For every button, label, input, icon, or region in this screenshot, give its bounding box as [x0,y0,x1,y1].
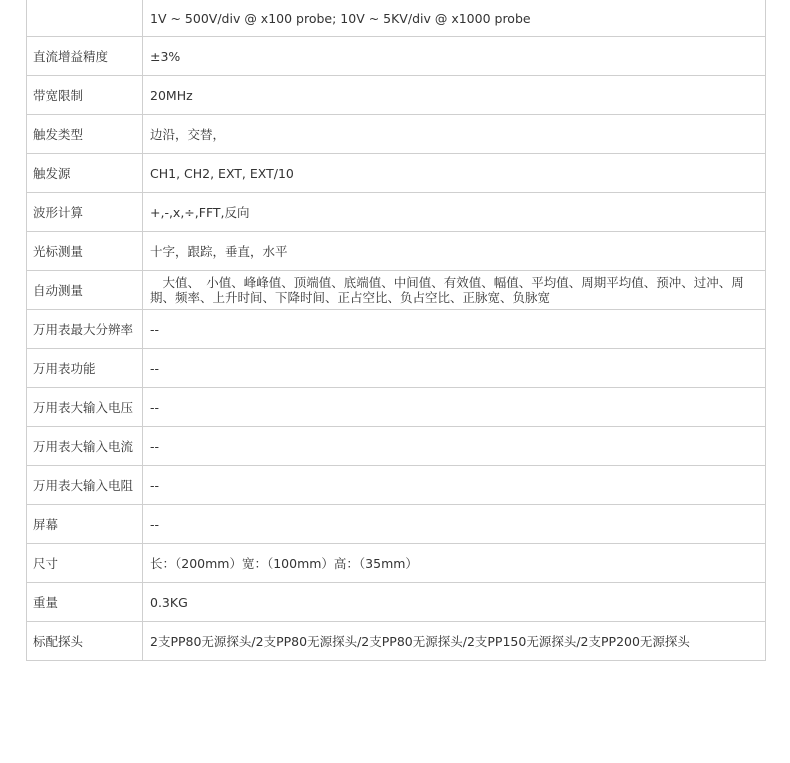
table-row [27,466,766,505]
row-label: 直流增益精度 [27,37,143,76]
row-label: 光标测量 [27,232,143,271]
row-value: 长：（200mm）宽：（100mm）高：（35mm） [143,544,766,583]
row-value: -- [143,349,766,388]
row-label: 触发类型 [27,115,143,154]
row-label: 万用表功能 [27,349,143,388]
row-label: 尺寸 [27,544,143,583]
row-label: 重量 [27,583,143,622]
table-row [27,622,766,661]
row-value: 0.3KG [143,583,766,622]
row-label [27,0,143,37]
row-label: 自动测量 [27,271,143,310]
table-row [27,0,766,37]
row-value: -- [143,427,766,466]
table-row [27,37,766,76]
row-value: +,-,x,÷,FFT,反向 [143,193,766,232]
row-label: 波形计算 [27,193,143,232]
row-value: 2支PP80无源探头/2支PP80无源探头/2支PP80无源探头/2支PP150无源探头/2支PP200无源探头 [143,622,766,661]
row-label: 触发源 [27,154,143,193]
row-value: -- [143,505,766,544]
row-label: 万用表大输入电流 [27,427,143,466]
table-row [27,583,766,622]
table-row [27,193,766,232]
row-value: 20MHz [143,76,766,115]
table-row [27,349,766,388]
table-row [27,427,766,466]
table-row [27,388,766,427]
row-label: 带宽限制 [27,76,143,115]
row-label: 标配探头 [27,622,143,661]
row-value: -- [143,466,766,505]
row-value: ±3% [143,37,766,76]
table-row [27,310,766,349]
row-value: -- [143,388,766,427]
table-row [27,232,766,271]
row-value: CH1, CH2, EXT, EXT/10 [143,154,766,193]
table-row [27,544,766,583]
row-value: -- [143,310,766,349]
table-row [27,115,766,154]
row-value: 1V ~ 500V/div @ x100 probe; 10V ~ 5KV/div @ x1000 probe [143,0,766,37]
table-row [27,76,766,115]
row-value: 大值、 小值、峰峰值、顶端值、底端值、中间值、有效值、幅值、平均值、周期平均值、预冲、过冲、周期、频率、上升时间、下降时间、正占空比、负占空比、正脉宽、负脉宽 [143,271,766,310]
table-row [27,271,766,310]
row-label: 万用表最大分辨率 [27,310,143,349]
row-label: 万用表大输入电压 [27,388,143,427]
row-label: 屏幕 [27,505,143,544]
row-value: 十字，跟踪，垂直，水平 [143,232,766,271]
row-value: 边沿，交替， [143,115,766,154]
table-row [27,505,766,544]
row-label: 万用表大输入电阻 [27,466,143,505]
table-row [27,154,766,193]
spec-table [26,0,766,661]
